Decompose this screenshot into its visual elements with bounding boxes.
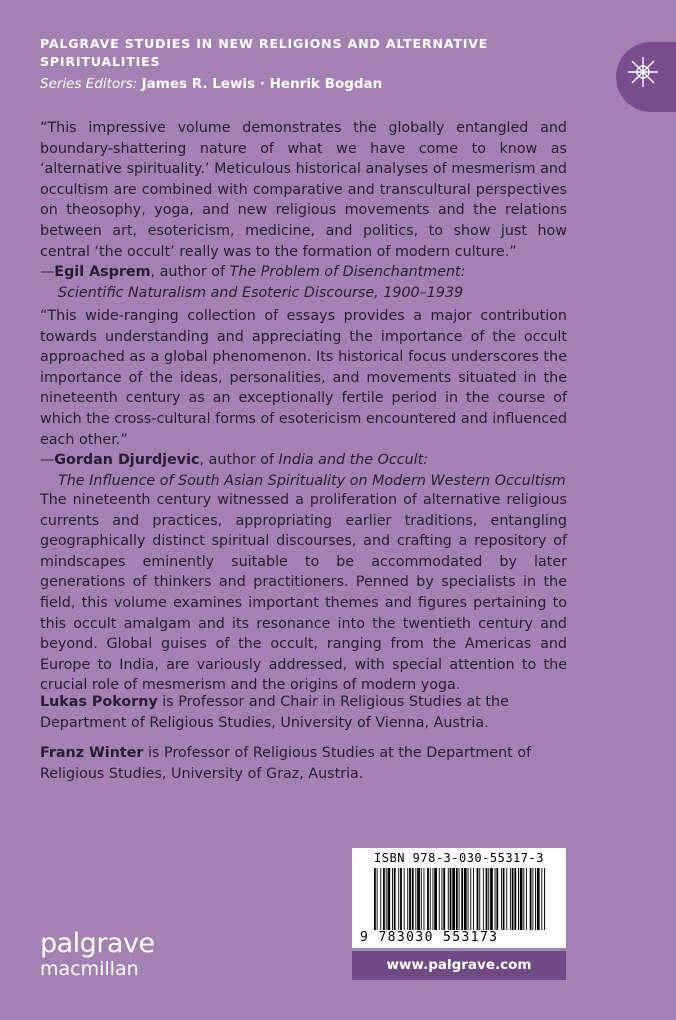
barcode-bar: [526, 868, 527, 930]
quote-author: Egil Asprem: [54, 264, 151, 281]
barcode-bar: [394, 868, 396, 930]
barcode-bar: [388, 868, 391, 930]
barcode-bar: [374, 868, 376, 930]
publisher-logo: [40, 930, 155, 980]
barcode-bar: [541, 868, 542, 930]
barcode-bar: [503, 868, 505, 930]
barcode-bar: [537, 868, 540, 930]
barcode-bar: [512, 868, 514, 930]
book-description: [40, 490, 567, 696]
barcode-bar: [483, 868, 484, 930]
barcode-bar: [523, 868, 524, 930]
barcode-bar: [424, 868, 425, 930]
barcode-bar: [520, 868, 523, 930]
barcode-bar: [380, 868, 381, 930]
barcode-bar: [488, 868, 489, 930]
barcode-bar: [468, 868, 469, 930]
quote-author: Gordan Djurdjevic: [54, 452, 200, 469]
barcode-bar: [442, 868, 443, 930]
barcode-bar: [477, 868, 479, 930]
barcode-bar: [439, 868, 440, 930]
barcode-bars: [374, 868, 546, 930]
barcode-bar: [532, 868, 533, 930]
barcode-bar: [417, 868, 420, 930]
publisher-website: www.palgrave.com: [352, 951, 566, 980]
barcode-bar: [383, 868, 385, 930]
quote-attribution: [40, 450, 567, 491]
barcode-bar: [514, 868, 516, 930]
sparkle-star-icon: [625, 54, 661, 90]
barcode-bar: [470, 868, 471, 930]
barcode-bar: [535, 868, 536, 930]
book-title-line2: Scientific Naturalism and Esoteric Discourse, 1900–1939: [58, 284, 464, 301]
author-suffix: , author of: [150, 264, 230, 281]
barcode-bar: [450, 868, 452, 930]
barcode-bar: [421, 868, 422, 930]
book-title-line1: India and the Occult:: [278, 452, 429, 469]
barcode-bar: [448, 868, 449, 930]
logo-line2: macmillan: [40, 958, 139, 980]
series-tab: [616, 42, 676, 112]
barcode-bar: [398, 868, 399, 930]
book-title-line1: The Problem of Disenchantment:: [229, 264, 466, 281]
attribution-dash: —: [40, 264, 55, 281]
barcode-bar: [490, 868, 493, 930]
barcode-bar: [434, 868, 437, 930]
series-editors-names: James R. Lewis · Henrik Bogdan: [141, 76, 383, 92]
barcode-bar: [392, 868, 393, 930]
barcode-bar: [409, 868, 411, 930]
barcode-bar: [501, 868, 502, 930]
barcode-digits: 9 783030 553173: [360, 930, 499, 945]
quote-attribution: [40, 262, 567, 303]
barcode-bar: [400, 868, 402, 930]
book-title-line2: The Influence of South Asian Spirituality on Modern Western Occultism: [58, 472, 566, 489]
barcode-bar: [377, 868, 378, 930]
barcode-bar: [456, 868, 458, 930]
bio-text: is Professor of Religious Studies at the Department of Religious Studies, University of Graz, Austria.: [40, 745, 532, 782]
barcode-bar: [544, 868, 545, 930]
barcode-bar: [464, 868, 467, 930]
series-editors: [40, 76, 382, 92]
author-suffix: , author of: [199, 452, 279, 469]
isbn-barcode: [352, 848, 566, 948]
isbn-label: ISBN 978-3-030-55317-3: [374, 851, 544, 865]
barcode-bar: [407, 868, 408, 930]
bio-name: Franz Winter: [40, 745, 144, 761]
barcode-bar: [530, 868, 532, 930]
description-text: The nineteenth century witnessed a proliferation of alternative religious currents and practices, appropriating earlier traditions, entangling geographically distinct spiritual discourses, and crafting a repository of mindscapes eminently suitable to be accommodated by later generations of thinkers and practitioners. Penned by specialists in the field, this volume examines important themes and figures pertaining to this occult amalgam and its resonance into the twentieth century and beyond. Global guises of the occult, ranging from the Americas and Europe to India, are variously addressed, with special attention to the crucial role of mesmerism and the origins of modern yoga.: [40, 492, 567, 694]
barcode-bar: [506, 868, 507, 930]
barcode-bar: [415, 868, 416, 930]
endorsement-quote-1: [40, 118, 567, 303]
barcode-bar: [459, 868, 460, 930]
barcode-bar: [430, 868, 431, 930]
series-editors-label: Series Editors:: [40, 76, 138, 92]
barcode-bar: [404, 868, 405, 930]
barcode-bar: [443, 868, 445, 930]
barcode-bar: [473, 868, 474, 930]
editor-bio-2: [40, 743, 567, 784]
logo-line1: palgrave: [40, 928, 155, 959]
barcode-bar: [412, 868, 414, 930]
quote-text: “This impressive volume demonstrates the globally entangled and boundary-shattering nature of what we have come to know as ‘alternative spirituality.’ Meticulous historical analyses of mesmerism and occultism are combined with comparative and transcultural perspectives on theosophy, yoga, and new religious movements and the relations between art, esotericism, medicine, and politics, to show just how central ‘the occult’ really was to the formation of modern culture.”: [40, 120, 567, 260]
barcode-bar: [461, 868, 463, 930]
series-title: PALGRAVE STUDIES IN NEW RELIGIONS AND ALTERNATIVE SPIRITUALITIES: [40, 36, 489, 69]
editor-bio-1: [40, 692, 567, 733]
barcode-bar: [518, 868, 519, 930]
bio-name: Lukas Pokorny: [40, 694, 158, 710]
barcode-bar: [433, 868, 434, 930]
attribution-dash: —: [40, 452, 55, 469]
barcode-bar: [386, 868, 387, 930]
barcode-bar: [486, 868, 488, 930]
barcode-bar: [427, 868, 429, 930]
quote-text: “This wide-ranging collection of essays provides a major contribution towards understanding and appreciating the importance of the occult approached as a global phenomenon. Its historical focus underscores the importance of the ideas, personalities, and movements situated in the nineteenth century as an exceptionally fertile period in the course of which the cross-cultural forms of esotericism encountered and influenced each other.”: [40, 308, 567, 448]
barcode-bar: [496, 868, 498, 930]
bio-text: is Professor and Chair in Religious Studies at the Department of Religious Studies, University of Vienna, Austria.: [40, 694, 509, 731]
barcode-bar: [452, 868, 455, 930]
endorsement-quote-2: [40, 306, 567, 491]
barcode-bar: [495, 868, 496, 930]
barcode-bar: [510, 868, 511, 930]
barcode-bar: [479, 868, 480, 930]
